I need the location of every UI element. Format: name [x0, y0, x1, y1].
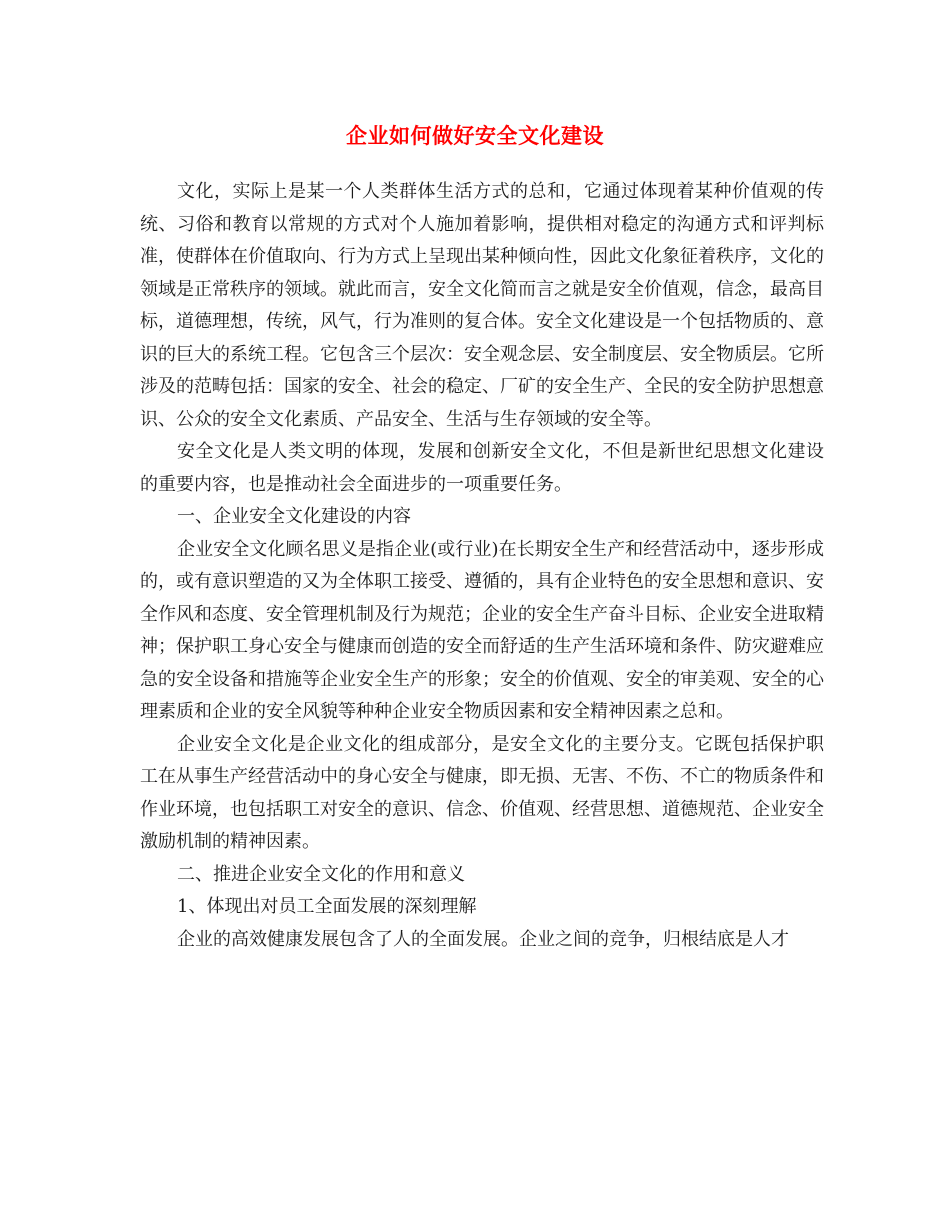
subsection-heading-employee-development: 1、体现出对员工全面发展的深刻理解 [177, 896, 477, 917]
document-body [140, 176, 824, 956]
section-heading-role-significance: 二、推进企业安全文化的作用和意义 [177, 863, 465, 885]
paragraph-safety-culture-civilization: 安全文化是人类文明的体现，发展和创新安全文化，不但是新世纪思想文化建设的重要内容，也是推动社会全面进步的一项重要任务。 [140, 441, 824, 495]
paragraph-enterprise-safety-culture-definition: 企业安全文化顾名思义是指企业(或行业)在长期安全生产和经营活动中，逐步形成的，或有意识塑造的又为全体职工接受、遵循的，具有企业特色的安全思想和意识、安全作风和态度、安全管理机制及行为规范；企业的安全生产奋斗目标、企业安全进取精神；保护职工身心安全与健康而创造的安全而舒适的生产生活环境和条件、防灾避难应急的安全设备和措施等企业安全生产的形象；安全的价值观、安全的审美观、安全的心理素质和企业的安全风貌等种种企业安全物质因素和安全精神因素之总和。 [140, 538, 824, 722]
section-heading-content: 一、企业安全文化建设的内容 [177, 506, 411, 527]
document-title: 企业如何做好安全文化建设 [346, 123, 604, 148]
paragraph-enterprise-safety-culture-branch: 企业安全文化是企业文化的组成部分，是安全文化的主要分支。它既包括保护职工在从事生产经营活动中的身心安全与健康，即无损、无害、不伤、不亡的物质条件和作业环境，也包括职工对安全的意识、信念、价值观、经营思想、道德规范、企业安全激励机制的精神因素。 [140, 733, 824, 852]
paragraph-enterprise-development: 企业的高效健康发展包含了人的全面发展。企业之间的竞争，归根结底是人才 [177, 928, 789, 950]
paragraph-culture-definition: 文化，实际上是某一个人类群体生活方式的总和，它通过体现着某种价值观的传统、习俗和教育以常规的方式对个人施加着影响，提供相对稳定的沟通方式和评判标准，使群体在价值取向、行为方式上呈现出某种倾向性，因此文化象征着秩序，文化的领域是正常秩序的领域。就此而言，安全文化简而言之就是安全价值观，信念，最高目标，道德理想，传统，风气，行为准则的复合体。安全文化建设是一个包括物质的、意识的巨大的系统工程。它包含三个层次：安全观念层、安全制度层、安全物质层。它所涉及的范畴包括：国家的安全、社会的稳定、厂矿的安全生产、全民的安全防护思想意识、公众的安全文化素质、产品安全、生活与生存领域的安全等。 [140, 181, 824, 430]
